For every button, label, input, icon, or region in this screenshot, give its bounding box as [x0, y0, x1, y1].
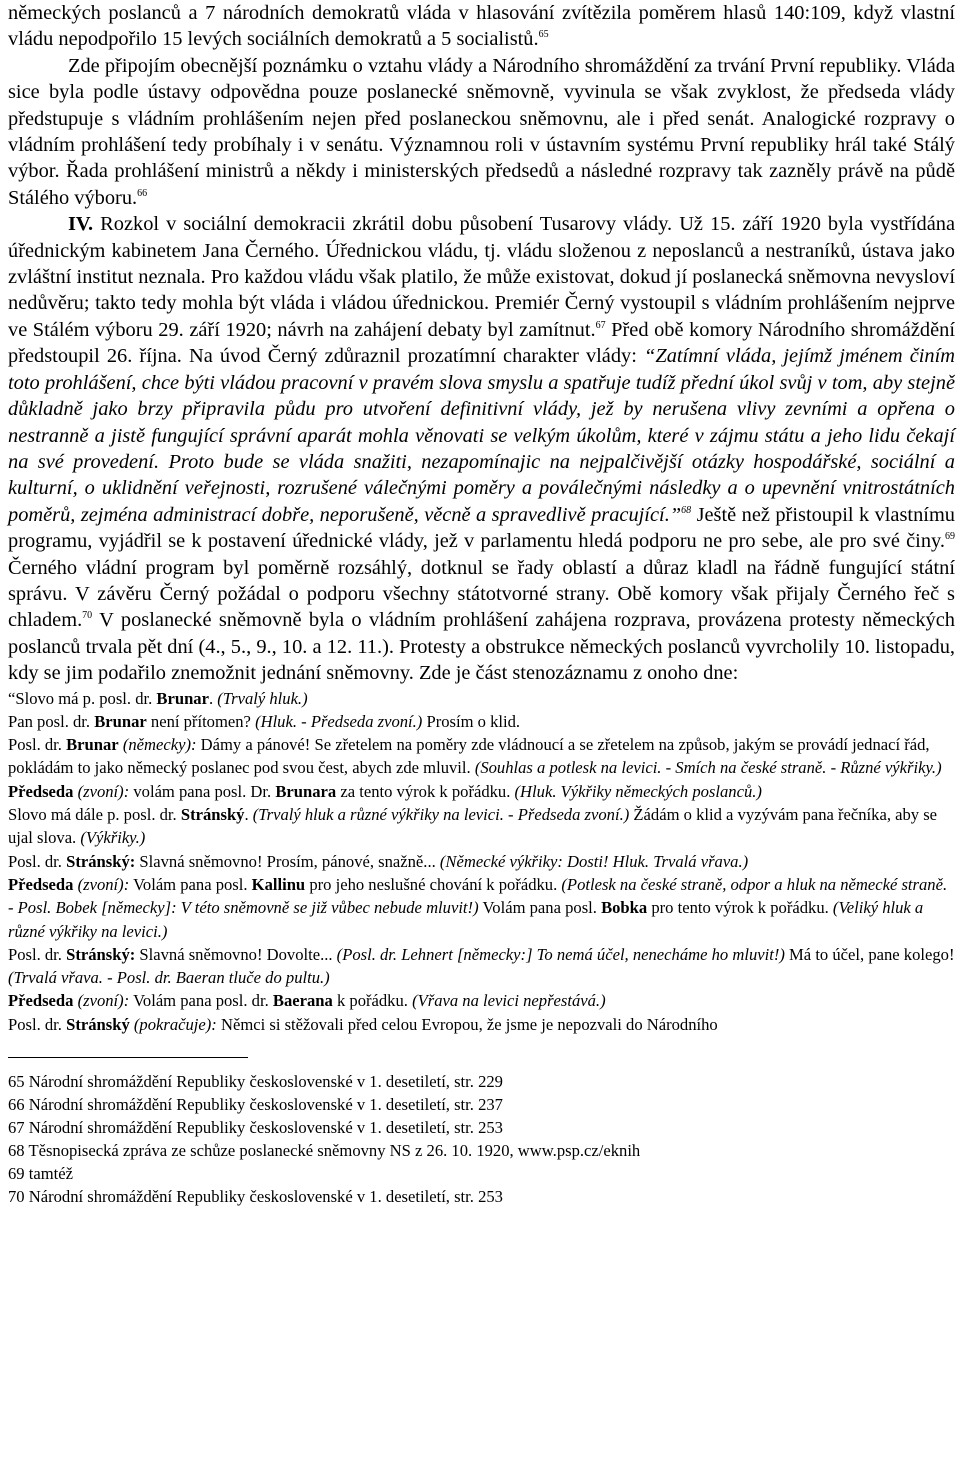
- italic-text: (zvoní):: [77, 874, 130, 894]
- bold-text: Stránský: [66, 1014, 130, 1034]
- bold-text: IV.: [68, 213, 94, 236]
- bold-text: Předseda: [8, 781, 74, 801]
- footnote-ref: 65: [538, 29, 549, 41]
- italic-text: (Trvalý hluk a různé výkřiky na levici. - Předseda zvoní.): [252, 805, 630, 825]
- transcript-line: [8, 733, 955, 780]
- italic-text: (Veliký hluk a různé výkřiky na levici.): [8, 898, 924, 941]
- footnote: 70 Národní shromáždění Republiky československé v 1. desetiletí, str. 253: [8, 1187, 503, 1207]
- bold-text: Brunar: [94, 711, 147, 731]
- italic-text: (zvoní):: [77, 781, 130, 801]
- bold-text: Kallinu: [251, 874, 306, 894]
- transcript-line: [8, 687, 955, 710]
- bold-text: Stránský:: [66, 944, 136, 964]
- paragraph: [8, 211, 955, 686]
- text-run: Slavná sněmovno! Prosím, pánové, snažně...: [135, 851, 440, 871]
- italic-text: (Německé výkřiky: Dosti! Hluk. Trvalá vřava.): [439, 851, 749, 871]
- text-run: “Slovo má p. posl. dr.: [8, 688, 157, 708]
- text-run: Černého vládní program byl poměrně rozsáhlý, dotknul se řady oblastí a důraz kladl na řádně fungující státní správu. V závěru Černý požádal o podporu všechny státotvorné strany. Obě komory však přijaly Černého řeč s chladem.: [8, 556, 955, 632]
- text-run: Slavná sněmovno! Dovolte...: [135, 944, 337, 964]
- italic-text: (Potlesk na české straně, odpor a hluk na německé straně. - Posl. Bobek [německy]: V této sněmovně se již vůbec nebude mluvit!): [8, 874, 948, 918]
- italic-text: “Zatímní vláda, jejímž jménem činím toto prohlášení, chce býti vládou pracovní v pravém slova smyslu a spatřuje tudíž přední úkol svůj v tom, aby stejně důkladně jako brzy připravila půdu pro utvoření definitivní vlády, jež by nerušena vlivy zevními a opřena o nestranně a jistě fungující správní aparát mohla věnovati se velkým úkolům, které v zájmu státu a jeho lidu čekají na své provedení. Proto bude se vláda snažiti, nezapomínajic na nejpalčivější otázky hospodářské, sociální a kulturní, o uklidnění veřejnosti, rozrušené válečnými poměry a poválečnými následky a o upevnění vnitrostátních poměrů, zejména administrací dobře, neporušeně, věcně a spravedlivě pracující.”: [8, 345, 955, 526]
- italic-text: (zvoní):: [77, 991, 130, 1011]
- italic-text: (Trvalá vřava. - Posl. dr. Baeran tluče do pultu.): [8, 968, 330, 988]
- stenographic-transcript: [8, 687, 955, 1036]
- bold-text: Brunar: [156, 688, 209, 708]
- bold-text: Bobka: [601, 898, 648, 918]
- text-run: Pan posl. dr.: [8, 711, 95, 731]
- text-run: .: [208, 688, 218, 708]
- transcript-line: [8, 710, 955, 733]
- italic-text: (Posl. dr. Lehnert [německy:] To nemá účel, nenecháme ho mluvit!): [336, 944, 785, 964]
- footnote-ref: 69: [945, 531, 955, 543]
- text-run: Posl. dr.: [8, 1014, 67, 1034]
- transcript-line: [8, 780, 955, 803]
- text-run: Zde připojím obecnější poznámku o vztahu vlády a Národního shromáždění za trvání První republiky. Vláda sice byla podle ústavy odpovědna pouze poslanecké sněmovně, vyvinula se však zvyklost, že předseda vlády předstupuje s vládním prohlášením nejen před poslaneckou sněmovnu, ale i před senát. Analogické rozpravy o vládním prohlášení tedy probíhaly i v senátu. Významnou roli v ústavním systému První republiky hrál také Stálý výbor. Řada prohlášení ministrů a někdy i ministerských předsedů a následné rozpravy tak zazněly právě na půdě Stálého výboru.: [8, 54, 955, 209]
- transcript-line: [8, 850, 955, 873]
- transcript-line: [8, 943, 955, 990]
- text-run: .: [244, 805, 253, 825]
- bold-text: Baerana: [272, 991, 333, 1011]
- text-run: za tento výrok k pořádku.: [336, 781, 515, 801]
- text-run: není přítomen?: [146, 711, 256, 731]
- footnote-ref: 67: [595, 320, 606, 332]
- italic-text: (Hluk. Výkřiky německých poslanců.): [514, 781, 762, 801]
- italic-text: (Vřava na levici nepřestává.): [412, 991, 606, 1011]
- transcript-line: [8, 873, 955, 943]
- text-run: Dámy a pánové! Se zřetelem na poměry zde vládnoucí a se zřetelem na způsob, jakým se provádí jednací řád, pokládám to jako německý poslanec pod svou čest, abych zde mluvil.: [8, 735, 930, 778]
- bold-text: Brunara: [275, 781, 337, 801]
- italic-text: (Výkřiky.): [80, 828, 146, 848]
- footnote: 68 Těsnopisecká zpráva ze schůze poslanecké sněmovny NS z 26. 10. 1920, www.psp.cz/eknih: [8, 1141, 641, 1161]
- transcript-line: [8, 803, 955, 850]
- italic-text: (Souhlas a potlesk na levici. - Smích na české straně. - Různé výkřiky.): [474, 758, 942, 778]
- text-run: pro tento výrok k pořádku.: [647, 898, 833, 918]
- text-run: Má to účel, pane kolego!: [784, 944, 955, 964]
- text-run: volám pana posl. Dr.: [129, 781, 276, 801]
- bold-text: Předseda: [8, 991, 74, 1011]
- bold-text: Brunar: [66, 735, 119, 755]
- text-run: Volám pana posl.: [478, 898, 602, 918]
- footnote: 67 Národní shromáždění Republiky československé v 1. desetiletí, str. 253: [8, 1118, 503, 1138]
- text-run: Žádám o klid a vyzývám pana řečníka, aby se ujal slova.: [8, 805, 938, 848]
- text-run: k pořádku.: [332, 991, 413, 1011]
- footnote: 69 tamtéž: [8, 1164, 73, 1184]
- text-run: Rozkol v sociální demokracii zkrátil dobu působení Tusarovy vlády. Už 15. září 1920 byla vystřídána úřednickým kabinetem Jana Černého. Úřednickou vládu, tj. vládu složenou z neposlanců a nestraníků, ústava jako zvláštní institut neznala. Pro každou vládu však platilo, že může existovat, dokud jí poslanecká sněmovna nevysloví nedůvěru; takto tedy mohla být vláda i vládou úřednickou. Premiér Černý vystoupil s vládním prohlášením nejprve ve Stálém výboru 29. září 1920; návrh na zahájení debaty byl zamítnut.: [8, 213, 955, 341]
- text-run: Posl. dr.: [8, 851, 67, 871]
- bold-text: Stránský: [180, 805, 245, 825]
- footnote: 65 Národní shromáždění Republiky československé v 1. desetiletí, str. 229: [8, 1072, 503, 1092]
- footnote-ref: 68: [681, 504, 692, 516]
- text-run: Ještě než přistoupil k vlastnímu programu, vyjádřil se k postavení úřednické vlády, jež v parlamentu hledá podporu ne pro sebe, ale pro své činy.: [8, 503, 956, 553]
- paragraph: [8, 0, 955, 53]
- text-run: Prosím o klid.: [422, 711, 521, 731]
- footnotes: [8, 1070, 955, 1208]
- footnote: 66 Národní shromáždění Republiky československé v 1. desetiletí, str. 237: [8, 1095, 503, 1115]
- text-run: Před obě komory Národního shromáždění předstoupil 26. října. Na úvod Černý zdůraznil prozatímní charakter vlády:: [8, 318, 955, 368]
- text-run: německých poslanců a 7 národních demokratů vláda v hlasování zvítězila poměrem hlasů 140:109, když vlastní vládu nepodpořilo 15 levých sociálních demokratů a 5 socialistů.: [8, 2, 955, 51]
- transcript-line: [8, 989, 955, 1012]
- bold-text: Předseda: [8, 874, 74, 894]
- text-run: Volám pana posl.: [129, 874, 252, 894]
- text-run: Volám pana posl. dr.: [129, 991, 273, 1011]
- italic-text: (Hluk. - Předseda zvoní.): [255, 711, 423, 731]
- text-run: Posl. dr.: [8, 944, 67, 964]
- italic-text: (Trvalý hluk.): [217, 688, 308, 708]
- footnote-divider: [8, 1057, 248, 1058]
- footnote-ref: 66: [137, 188, 148, 200]
- footnote-ref: 70: [82, 610, 93, 622]
- transcript-line: [8, 1013, 955, 1036]
- text-run: Slovo má dále p. posl. dr.: [8, 805, 181, 825]
- body-text: [8, 0, 955, 687]
- paragraph: [8, 53, 955, 211]
- text-run: Němci si stěžovali před celou Evropou, že jsme je nepozvali do Národního: [216, 1014, 718, 1034]
- text-run: Posl. dr.: [8, 735, 67, 755]
- text-run: pro jeho neslušné chování k pořádku.: [305, 874, 562, 894]
- text-run: V poslanecké sněmovně byla o vládním prohlášení zahájena rozprava, provázena protesty německých poslanců trvala pět dní (4., 5., 9., 10. a 12. 11.). Protesty a obstrukce německých poslanců vyvrcholily 10. listopadu, kdy se jim podařilo znemožnit jednání sněmovny. Zde je část stenozáznamu z onoho dne:: [8, 609, 955, 685]
- bold-text: Stránský:: [66, 851, 136, 871]
- italic-text: (pokračuje):: [133, 1014, 217, 1034]
- italic-text: (německy):: [122, 735, 197, 755]
